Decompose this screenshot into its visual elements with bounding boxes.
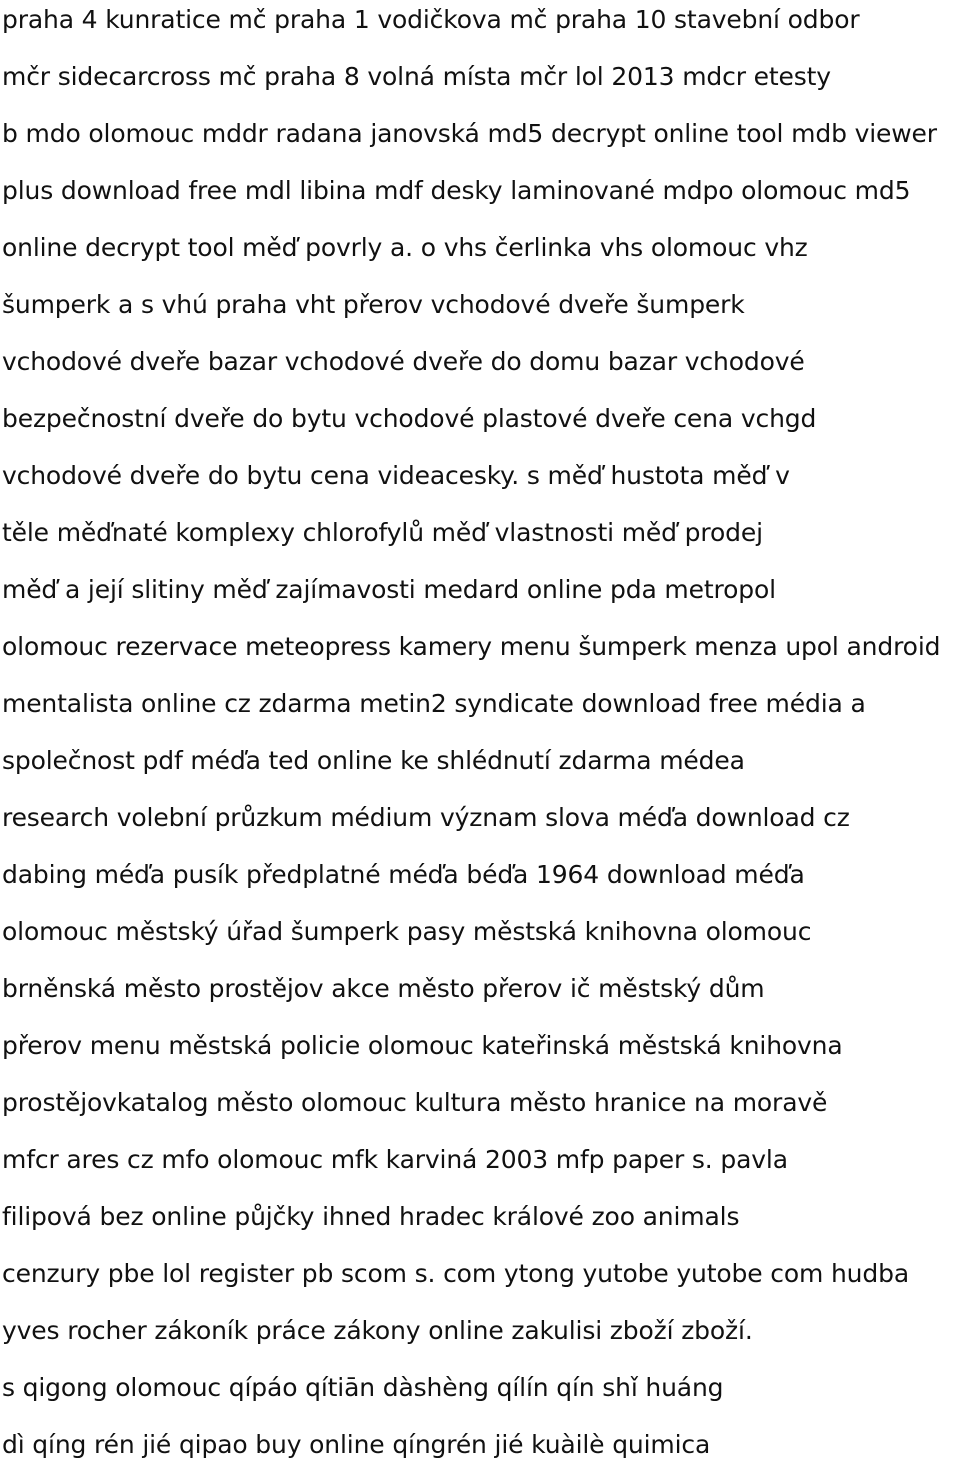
text-line: brněnská město prostějov akce město přerov ič městský dům bbox=[2, 974, 765, 1003]
text-line: šumperk a s vhú praha vht přerov vchodové dveře šumperk bbox=[2, 290, 745, 319]
text-line: praha 4 kunratice mč praha 1 vodičkova mč praha 10 stavební odbor bbox=[2, 5, 860, 34]
text-line: měď a její slitiny měď zajímavosti medard online pda metropol bbox=[2, 575, 776, 604]
text-line: mentalista online cz zdarma metin2 syndicate download free média a bbox=[2, 689, 866, 718]
text-line: online decrypt tool měď povrly a. o vhs čerlinka vhs olomouc vhz bbox=[2, 233, 808, 262]
text-line: mčr sidecarcross mč praha 8 volná místa mčr lol 2013 mdcr etesty bbox=[2, 62, 831, 91]
text-line: dì qíng rén jié qipao buy online qíngrén jié kuàilè quimica bbox=[2, 1430, 711, 1459]
text-line: těle měďnaté komplexy chlorofylů měď vlastnosti měď prodej bbox=[2, 518, 763, 547]
text-line: přerov menu městská policie olomouc kateřinská městská knihovna bbox=[2, 1031, 843, 1060]
text-line: společnost pdf méďa ted online ke shlédnutí zdarma médea bbox=[2, 746, 745, 775]
text-line: cenzury pbe lol register pb scom s. com ytong yutobe yutobe com hudba bbox=[2, 1259, 909, 1288]
text-line: olomouc rezervace meteopress kamery menu šumperk menza upol android bbox=[2, 632, 941, 661]
text-line: vchodové dveře bazar vchodové dveře do domu bazar vchodové bbox=[2, 347, 805, 376]
text-line: research volební průzkum médium význam slova méďa download cz bbox=[2, 803, 850, 832]
text-line: b mdo olomouc mddr radana janovská md5 decrypt online tool mdb viewer bbox=[2, 119, 937, 148]
text-line: filipová bez online půjčky ihned hradec králové zoo animals bbox=[2, 1202, 740, 1231]
text-line: olomouc městský úřad šumperk pasy městská knihovna olomouc bbox=[2, 917, 812, 946]
text-line: plus download free mdl libina mdf desky laminované mdpo olomouc md5 bbox=[2, 176, 911, 205]
text-line: dabing méďa pusík předplatné méďa béďa 1964 download méďa bbox=[2, 860, 805, 889]
text-line: vchodové dveře do bytu cena videacesky. s měď hustota měď v bbox=[2, 461, 790, 490]
text-line: mfcr ares cz mfo olomouc mfk karviná 2003 mfp paper s. pavla bbox=[2, 1145, 788, 1174]
text-line: bezpečnostní dveře do bytu vchodové plastové dveře cena vchgd bbox=[2, 404, 817, 433]
text-line: prostějovkatalog město olomouc kultura město hranice na moravě bbox=[2, 1088, 828, 1117]
text-line: s qigong olomouc qípáo qítiān dàshèng qílín qín shǐ huáng bbox=[2, 1373, 724, 1402]
text-line: yves rocher zákoník práce zákony online zakulisi zboží zboží. bbox=[2, 1316, 753, 1345]
